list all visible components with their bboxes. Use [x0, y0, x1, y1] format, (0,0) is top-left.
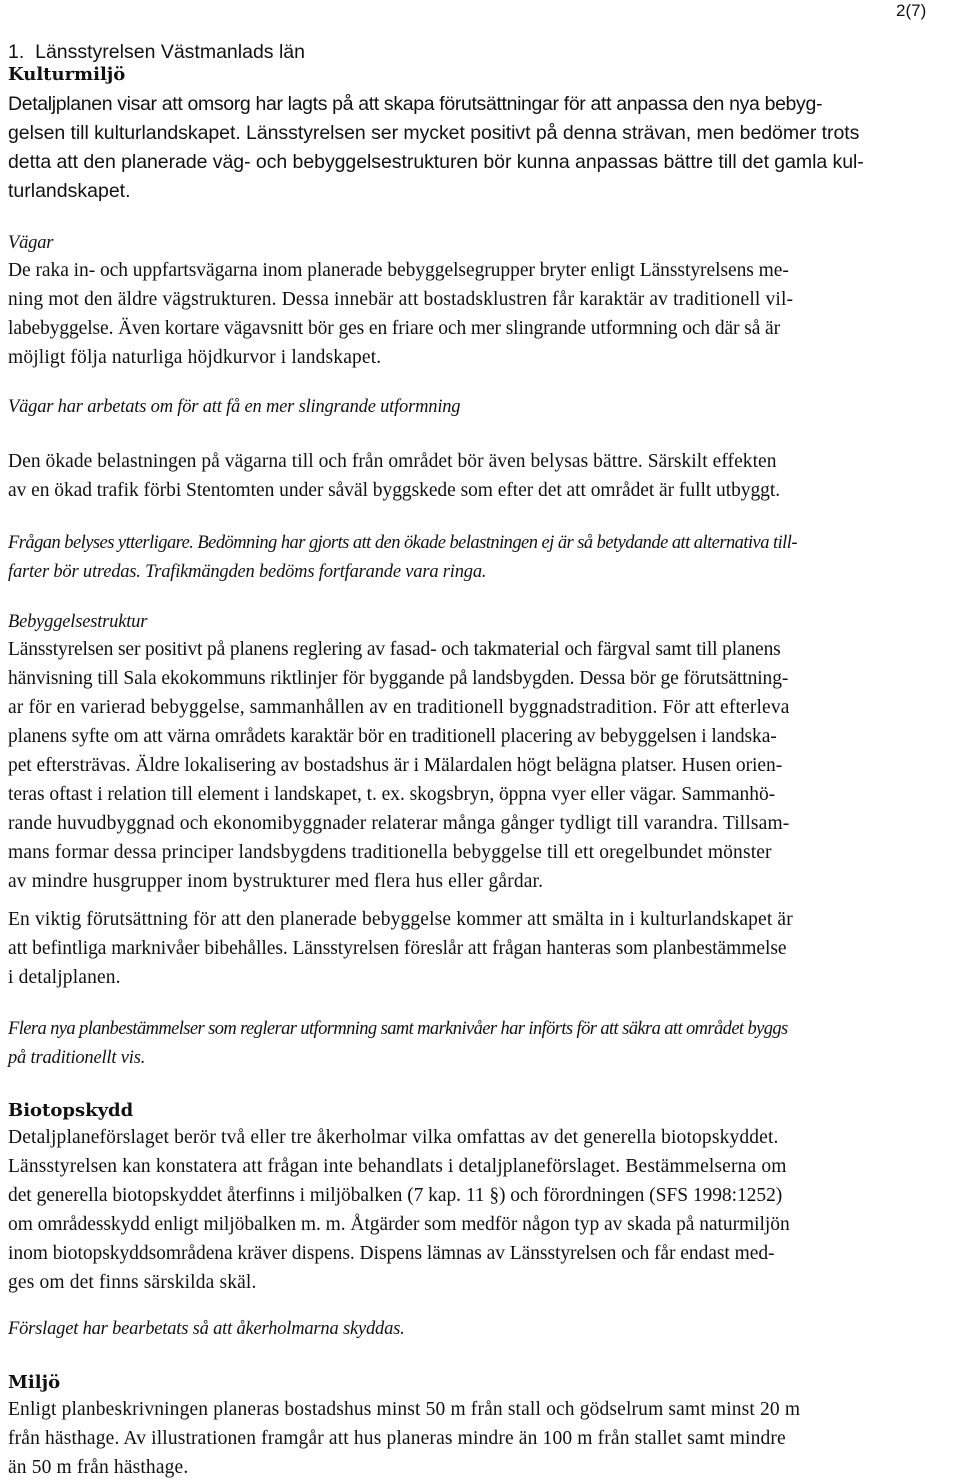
- miljo-paragraph: [8, 1395, 958, 1482]
- text-line: turlandskapet.: [8, 180, 131, 202]
- vagar-title: Vägar: [8, 233, 54, 253]
- bebyggelsestruktur-paragraph: [8, 635, 958, 896]
- text-line: hänvisning till Sala ekokommuns riktlinjer för byggande på landsbygden. Dessa bör ge förutsättning-: [8, 668, 789, 689]
- vagar-paragraph: [8, 256, 958, 372]
- marknivaer-paragraph: [8, 905, 958, 992]
- kulturmiljo-title: Kulturmiljö: [8, 64, 126, 85]
- text-line: rande huvudbyggnad och ekonomibyggnader relaterar många gånger tydligt till varandra. Tillsam-: [8, 813, 790, 834]
- text-line: inom biotopskyddsområdena kräver dispens. Dispens lämnas av Länsstyrelsen och får endast med-: [8, 1243, 775, 1264]
- text-line: gelsen till kulturlandskapet. Länsstyrelsen ser mycket positivt på denna strävan, men bedömer trots: [8, 122, 860, 144]
- text-line: teras oftast i relation till element i landskapet, t. ex. skogsbryn, öppna vyer eller vägar. Sammanhö-: [8, 784, 776, 805]
- text-line: Frågan belyses ytterligare. Bedömning har gjorts att den ökade belastningen ej är så betydande att alternativa till-: [8, 533, 797, 553]
- page-number: 2(7): [896, 1, 927, 20]
- text-line: Detaljplanen visar att omsorg har lagts på att skapa förutsättningar för att anpassa den nya bebyg-: [8, 93, 823, 115]
- text-line: planens syfte om att värna områdets karaktär bör en traditionell placering av bebyggelsen i landska-: [8, 726, 777, 747]
- text-line: det generella biotopskyddet återfinns i miljöbalken (7 kap. 11 §) och förordningen (SFS 1998:1252): [8, 1185, 783, 1206]
- belastning-paragraph: [8, 447, 958, 505]
- text-line: av mindre husgrupper inom bystrukturer med flera hus eller gårdar.: [8, 871, 544, 892]
- text-line: att befintliga marknivåer bibehålles. Länsstyrelsen föreslår att frågan hanteras som planbestämmelse: [8, 938, 787, 959]
- vagar-response: Vägar har arbetats om för att få en mer slingrande utformning: [8, 397, 461, 417]
- text-line: En viktig förutsättning för att den planerade bebyggelse kommer att smälta in i kulturlandskapet är: [8, 909, 793, 930]
- biotopskydd-paragraph: [8, 1123, 958, 1297]
- text-line: Den ökade belastningen på vägarna till och från området bör även belysas bättre. Särskilt effekten: [8, 451, 777, 472]
- biotopskydd-response: Förslaget har bearbetats så att åkerholmarna skyddas.: [8, 1319, 405, 1339]
- text-line: Länsstyrelsen ser positivt på planens reglering av fasad- och takmaterial och färgval samt till planens: [8, 639, 781, 660]
- text-line: Enligt planbeskrivningen planeras bostadshus minst 50 m från stall och gödselrum samt minst 20 m: [8, 1399, 801, 1420]
- biotopskydd-title: Biotopskydd: [8, 1100, 134, 1121]
- belastning-response: [8, 529, 958, 587]
- text-line: detta att den planerade väg- och bebyggelsestrukturen bör kunna anpassas bättre till det gamla kul-: [8, 151, 864, 173]
- text-line: om områdesskydd enligt miljöbalken m. m. Åtgärder som medför någon typ av skada på naturmiljön: [8, 1214, 790, 1235]
- text-line: ar för en varierad bebyggelse, sammanhållen av en traditionell byggnadstradition. För att efterleva: [8, 697, 790, 718]
- text-line: pet eftersträvas. Äldre lokalisering av bostadshus är i Mälardalen högt belägna platser. Husen orien-: [8, 755, 783, 776]
- text-line: Länsstyrelsen kan konstatera att frågan inte behandlats i detaljplaneförslaget. Bestämmelserna om: [8, 1156, 787, 1177]
- text-line: Detaljplaneförslaget berör två eller tre åkerholmar vilka omfattas av det generella biotopskyddet.: [8, 1127, 779, 1148]
- miljo-title: Miljö: [8, 1372, 61, 1393]
- text-line: mans formar dessa principer landsbygdens traditionella bebyggelse till ett oregelbundet mönster: [8, 842, 772, 863]
- bebyggelsestruktur-response: [8, 1015, 958, 1073]
- text-line: möjligt följa naturliga höjdkurvor i landskapet.: [8, 347, 382, 368]
- text-line: i detaljplanen.: [8, 967, 121, 988]
- text-line: Flera nya planbestämmelser som reglerar utformning samt marknivåer har införts för att säkra att området byggs: [8, 1019, 788, 1039]
- text-line: ges om det finns särskilda skäl.: [8, 1272, 257, 1293]
- text-line: på traditionellt vis.: [8, 1048, 146, 1068]
- kulturmiljo-paragraph: [8, 90, 952, 206]
- text-line: ning mot den äldre vägstrukturen. Dessa innebär att bostadsklustren får karaktär av traditionell vil-: [8, 289, 794, 310]
- bebyggelsestruktur-title: Bebyggelsestruktur: [8, 612, 148, 632]
- text-line: farter bör utredas. Trafikmängden bedöms fortfarande vara ringa.: [8, 562, 487, 582]
- section-heading: 1. Länsstyrelsen Västmanlads län: [8, 41, 305, 63]
- text-line: än 50 m från hästhage.: [8, 1457, 189, 1478]
- text-line: De raka in- och uppfartsvägarna inom planerade bebyggelsegrupper bryter enligt Länsstyrelsens me-: [8, 260, 789, 281]
- text-line: labebyggelse. Även kortare vägavsnitt bör ges en friare och mer slingrande utformning och där så är: [8, 318, 780, 339]
- text-line: av en ökad trafik förbi Stentomten under såväl byggskede som efter det att området är fullt utbyggt.: [8, 480, 781, 501]
- text-line: från hästhage. Av illustrationen framgår att hus planeras mindre än 100 m från stallet samt mindre: [8, 1428, 786, 1449]
